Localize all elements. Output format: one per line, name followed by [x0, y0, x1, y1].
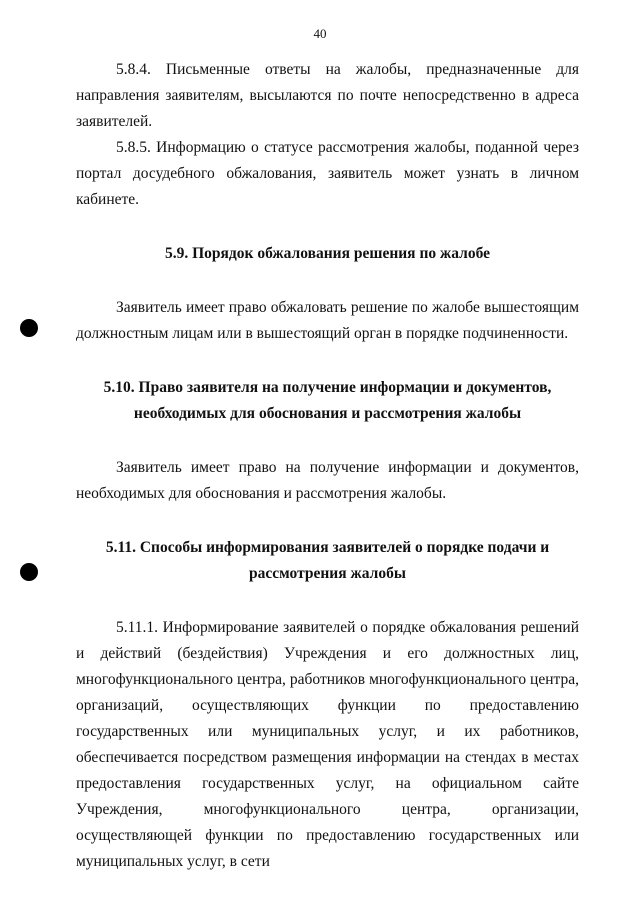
heading-5-11: 5.11. Способы информирования заявителей о порядке подачи и рассмотрения жалобы — [105, 539, 550, 582]
page-number: 40 — [313, 26, 327, 41]
paragraph-5-9: Заявитель имеет право обжаловать решение по жалобе вышестоящим должностным лицам или в вышестоящий орган в порядке подчиненности. — [76, 299, 579, 342]
punch-hole-mark — [20, 319, 38, 337]
paragraph-5-10: Заявитель имеет право на получение информации и документов, необходимых для обоснования и рассмотрения жалобы. — [76, 459, 579, 502]
punch-hole-mark — [20, 563, 38, 581]
paragraph-5-8-4: 5.8.4. Письменные ответы на жалобы, предназначенные для направления заявителям, высылаются по почте непосредственно в адреса заявителей. — [76, 61, 579, 130]
heading-5-10: 5.10. Право заявителя на получение информации и документов, необходимых для обоснования и рассмотрения жалобы — [103, 379, 552, 422]
heading-5-9: 5.9. Порядок обжалования решения по жалобе — [164, 245, 490, 262]
document-body — [76, 57, 579, 875]
paragraph-5-11-1: 5.11.1. Информирование заявителей о порядке обжалования решений и действий (бездействия) Учреждения и его должностных лиц, многофункционального центра, работников многофункционального центра, организаций, осуществляющих функции по предоставлению государственных или муниципальных услуг, и их работников, обеспечивается посредством размещения информации на стендах в местах предоставления государственных услуг, на официальном сайте Учреждения, многофункционального центра, организации, осуществляющей функции по предоставлению государственных или муниципальных услуг, в сети — [76, 619, 579, 870]
paragraph-5-8-5: 5.8.5. Информацию о статусе рассмотрения жалобы, поданной через портал досудебного обжалования, заявитель может узнать в личном кабинете. — [76, 139, 579, 208]
